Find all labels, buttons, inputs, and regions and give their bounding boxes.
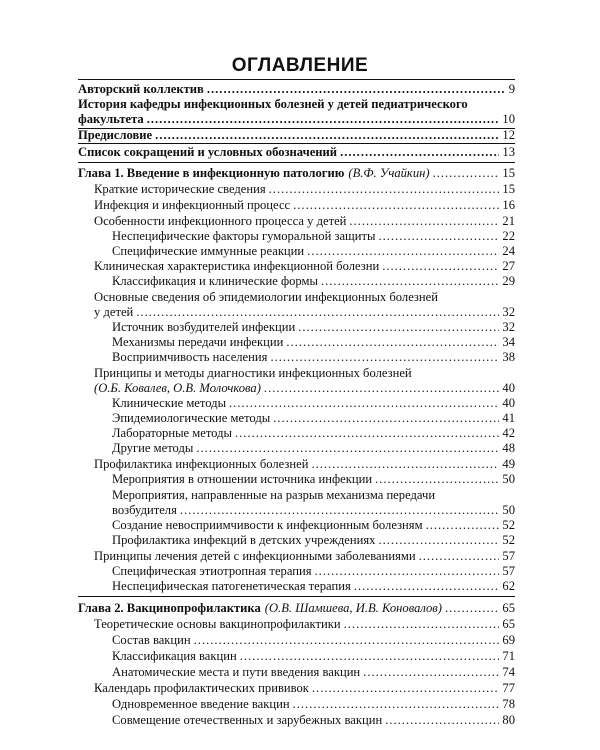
dot-leader [293,697,500,711]
entry-page: 42 [502,426,515,440]
toc-subentry[interactable] [112,564,515,578]
dot-leader [311,457,499,471]
entry-page: 62 [502,579,515,593]
dot-leader [207,82,506,96]
dot-leader [194,633,500,647]
toc-entry-preface[interactable] [78,128,515,142]
toc-subentry[interactable] [112,649,515,663]
entry-page: 15 [502,166,515,180]
dot-leader [196,441,499,455]
entry-page: 29 [502,274,515,288]
dot-leader [264,381,499,395]
entry-page: 27 [502,259,515,273]
entry-page: 50 [502,472,515,486]
dot-leader [270,350,499,364]
entry-page: 49 [502,457,515,471]
toc-entry[interactable] [94,617,515,631]
dot-leader [321,274,499,288]
dot-leader [445,601,499,615]
toc-entry[interactable] [94,549,515,563]
toc-entry[interactable] [94,214,515,228]
entry-page: 65 [502,601,515,615]
dot-leader [433,166,500,180]
chapter-authors: (О.В. Шамшева, И.В. Коновалов) [264,601,442,615]
entry-label: Совмещение отечественных и зарубежных вакцин [112,713,383,727]
dot-leader [147,112,500,126]
entry-page: 52 [502,518,515,532]
entry-page: 77 [502,681,515,695]
divider [78,162,515,163]
entry-page: 50 [502,503,515,517]
entry-label: Особенности инфекционного процесса у детей [94,214,347,228]
dot-leader [235,426,499,440]
toc-subentry[interactable] [112,396,515,410]
dot-leader [354,579,500,593]
toc-subentry[interactable] [112,472,515,486]
entry-page: 10 [502,112,515,126]
toc-chapter-1[interactable] [78,166,515,180]
entry-label: Создание невосприимчивости к инфекционным болезням [112,518,423,532]
toc-entry-history-line1[interactable]: История кафедры инфекционных болезней у детей педиатрического [78,97,468,111]
entry-label: у детей [94,305,134,319]
toc-subentry[interactable] [112,697,515,711]
toc-subentry[interactable] [112,274,515,288]
chapter-authors: (В.Ф. Учайкин) [348,166,430,180]
entry-page: 65 [502,617,515,631]
dot-leader [293,198,499,212]
dot-leader [419,549,500,563]
toc-entry[interactable] [94,198,515,212]
dot-leader [315,564,500,578]
entry-page: 71 [502,649,515,663]
entry-label: Классификация вакцин [112,649,237,663]
entry-page: 52 [502,533,515,547]
dot-leader [426,518,500,532]
toc-entry[interactable] [94,457,515,471]
entry-page: 34 [502,335,515,349]
toc-subentry[interactable] [112,503,515,517]
entry-label: Предисловие [78,128,153,142]
entry-label: Восприимчивость населения [112,350,268,364]
entry-label: Инфекция и инфекционный процесс [94,198,291,212]
toc-entry[interactable] [94,381,515,395]
dot-leader [136,305,499,319]
dot-leader [298,320,499,334]
entry-page: 80 [502,713,515,727]
divider [78,596,515,597]
toc-subentry[interactable] [112,713,515,727]
dot-leader [240,649,500,663]
entry-label: факультета [78,112,144,126]
entry-label: Профилактика инфекций в детских учреждениях [112,533,376,547]
divider [78,143,515,144]
toc-subentry[interactable] [112,441,515,455]
dot-leader [382,259,499,273]
entry-page: 21 [502,214,515,228]
entry-page: 16 [502,198,515,212]
toc-subentry[interactable] [112,350,515,364]
toc-entry[interactable] [94,681,515,695]
entry-label: возбудителя [112,503,177,517]
entry-label: Источник возбудителей инфекции [112,320,296,334]
toc-entry[interactable] [94,305,515,319]
toc-subentry[interactable] [112,320,515,334]
dot-leader [349,214,499,228]
dot-leader [375,472,499,486]
entry-label: Клинические методы [112,396,227,410]
toc-entry[interactable] [94,259,515,273]
toc-subentry[interactable] [112,426,515,440]
entry-page: 13 [502,145,515,159]
toc-entry-history[interactable] [78,112,515,126]
entry-page: 9 [508,82,515,96]
toc-entry[interactable] [94,182,515,196]
entry-label: Эпидемиологические методы [112,411,271,425]
toc-subentry[interactable] [112,633,515,647]
toc-subentry[interactable] [112,411,515,425]
toc-entry-abbreviations[interactable] [78,145,515,159]
dot-leader [378,229,499,243]
chapter-title: Глава 2. Вакцинопрофилактика [78,601,261,615]
entry-page: 74 [502,665,515,679]
entry-label: Специфические иммунные реакции [112,244,305,258]
entry-label: Специфическая этиотропная терапия [112,564,312,578]
entry-label: (О.Б. Ковалев, О.В. Молочкова) [94,381,261,395]
dot-leader [307,244,499,258]
entry-page: 69 [502,633,515,647]
entry-label: Одновременное введение вакцин [112,697,290,711]
entry-label: Неспецифическая патогенетическая терапия [112,579,351,593]
dot-leader [155,128,499,142]
toc-entry-authors[interactable] [78,82,515,96]
dot-leader [180,503,500,517]
entry-page: 32 [502,305,515,319]
top-rule [78,79,515,80]
entry-label: Теоретические основы вакцинопрофилактики [94,617,341,631]
dot-leader [273,411,499,425]
entry-label: Краткие исторические сведения [94,182,266,196]
entry-page: 15 [502,182,515,196]
page-title: ОГЛАВЛЕНИЕ [231,55,369,76]
entry-label: Профилактика инфекционных болезней [94,457,309,471]
entry-label: Лабораторные методы [112,426,232,440]
toc-subentry-rupture-line1[interactable]: Мероприятия, направленные на разрыв механизма передачи [112,488,436,502]
toc-subentry[interactable] [112,665,515,679]
entry-label: Календарь профилактических прививок [94,681,309,695]
entry-label: Список сокращений и условных обозначений [78,145,338,159]
entry-label: Другие методы [112,441,194,455]
entry-page: 38 [502,350,515,364]
entry-label: Мероприятия в отношении источника инфекции [112,472,373,486]
dot-leader [385,713,499,727]
toc-subentry[interactable] [112,335,515,349]
toc-subentry[interactable] [112,244,515,258]
entry-page: 40 [502,396,515,410]
entry-page: 57 [502,564,515,578]
entry-label: Авторский коллектив [78,82,204,96]
toc-subentry[interactable] [112,579,515,593]
entry-page: 12 [502,128,515,142]
toc-subentry[interactable] [112,229,515,243]
entry-label: Механизмы передачи инфекции [112,335,284,349]
toc-entry-diagnostics-line1[interactable]: Принципы и методы диагностики инфекционных болезней [94,366,412,380]
toc-subentry[interactable] [112,533,515,547]
dot-leader [269,182,500,196]
dot-leader [312,681,500,695]
entry-page: 57 [502,549,515,563]
dot-leader [229,396,499,410]
entry-page: 40 [502,381,515,395]
entry-page: 32 [502,320,515,334]
dot-leader [340,145,499,159]
toc-entry-epidemiology-line1[interactable]: Основные сведения об эпидемиологии инфекционных болезней [94,290,438,304]
entry-page: 24 [502,244,515,258]
toc-chapter-2[interactable] [78,601,515,615]
dot-leader [286,335,499,349]
entry-label: Анатомические места и пути введения вакцин [112,665,361,679]
entry-label: Принципы лечения детей с инфекционными заболеваниями [94,549,416,563]
dot-leader [363,665,499,679]
dot-leader [378,533,499,547]
entry-label: Состав вакцин [112,633,191,647]
toc-subentry[interactable] [112,518,515,532]
entry-page: 48 [502,441,515,455]
entry-label: Классификация и клинические формы [112,274,318,288]
entry-page: 78 [502,697,515,711]
chapter-title: Глава 1. Введение в инфекционную патологию [78,166,345,180]
dot-leader [344,617,500,631]
entry-page: 41 [502,411,515,425]
entry-label: Клиническая характеристика инфекционной болезни [94,259,380,273]
entry-page: 22 [502,229,515,243]
entry-label: Неспецифические факторы гуморальной защиты [112,229,376,243]
